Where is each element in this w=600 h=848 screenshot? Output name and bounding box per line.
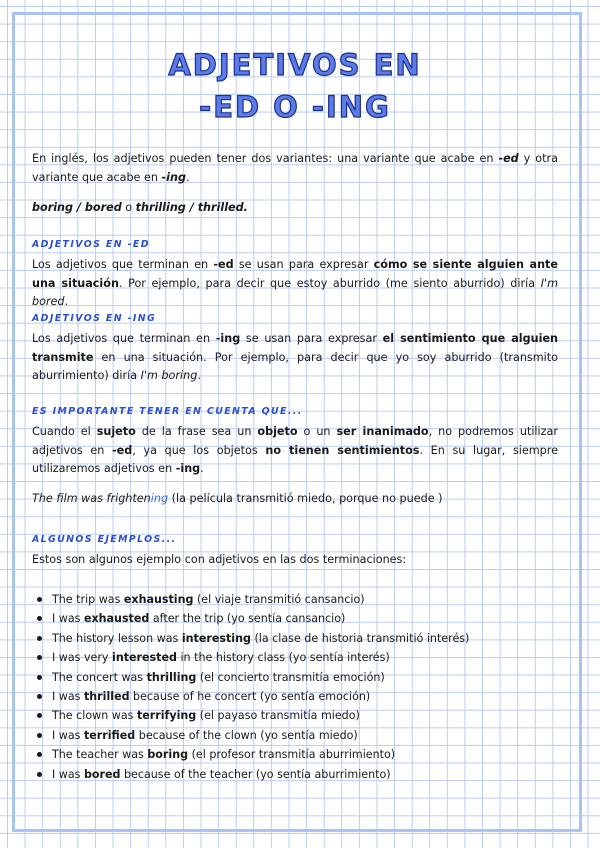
list-item bbox=[32, 687, 558, 706]
list-item bbox=[32, 609, 558, 628]
example-adj: thrilling bbox=[146, 670, 197, 684]
heading-note: ES IMPORTANTE TENER EN CUENTA QUE... bbox=[32, 406, 303, 417]
title-line-2: -ED O -ING bbox=[199, 90, 391, 124]
paragraph-ed: Los adjetivos que terminan en -ed se usan para expresar cómo se siente alguien ante una situación. Por ejemplo, para decir que estoy aburrido (me siento aburrido) diría I'm bored. bbox=[32, 258, 558, 309]
example-post: because of the clown (yo sentía miedo) bbox=[135, 728, 358, 742]
list-item bbox=[32, 590, 558, 609]
example-pre: I was bbox=[52, 728, 84, 742]
list-item bbox=[32, 726, 558, 745]
example-pre: I was bbox=[52, 690, 84, 704]
example-adj: terrifying bbox=[136, 709, 197, 723]
example-pre: I was bbox=[52, 612, 84, 626]
example-post: (el viaje transmitió cansancio) bbox=[193, 593, 365, 606]
page-title bbox=[32, 44, 558, 128]
paragraph-ing: Los adjetivos que terminan en -ing se usan para expresar el sentimiento que alguien transmite en una situación. Por ejemplo, para decir que yo soy aburrido (transmito aburrimiento) diría I'm boring. bbox=[32, 332, 558, 383]
examples-intro: Estos son algunos ejemplo con adjetivos en las dos terminaciones: bbox=[32, 553, 407, 566]
example-pre: The teacher was bbox=[52, 748, 148, 762]
list-item bbox=[32, 765, 558, 784]
list-item bbox=[32, 648, 558, 667]
example-post: (el payaso transmitía miedo) bbox=[196, 709, 360, 723]
example-pre: The trip was bbox=[52, 593, 124, 606]
example-adj: exhausted bbox=[83, 612, 150, 626]
list-item bbox=[32, 629, 558, 648]
example-post: because of the teacher (yo sentía aburrimiento) bbox=[120, 767, 391, 781]
heading-ed: ADJETIVOS EN -ED bbox=[32, 239, 150, 250]
examples-list bbox=[32, 590, 558, 784]
list-item bbox=[32, 706, 558, 725]
example-pre: I was very bbox=[52, 651, 113, 665]
example-adj: boring bbox=[147, 748, 189, 762]
example-post: because of he concert (yo sentía emoción) bbox=[129, 690, 371, 704]
example-post: (la clase de historia transmitió interés) bbox=[250, 631, 470, 645]
example-post: (el concierto transmitía emoción) bbox=[196, 670, 385, 684]
example-adj: interested bbox=[112, 651, 177, 665]
film-example: The film was frightening (la película transmitió miedo, porque no puede ) bbox=[32, 492, 443, 505]
example-pre: The concert was bbox=[52, 670, 147, 684]
list-item bbox=[32, 745, 558, 764]
example-adj: thrilled bbox=[83, 690, 130, 704]
example-pairs: boring / bored o thrilling / thrilled. bbox=[32, 201, 248, 214]
example-adj: bored bbox=[83, 767, 121, 781]
example-adj: terrified bbox=[83, 728, 136, 742]
list-item bbox=[32, 668, 558, 687]
example-adj: exhausting bbox=[123, 593, 194, 606]
title-line-1: ADJETIVOS EN bbox=[168, 48, 422, 82]
heading-examples: ALGUNOS EJEMPLOS... bbox=[32, 534, 177, 545]
example-post: in the history class (yo sentía interés) bbox=[176, 651, 390, 665]
example-post: (el profesor transmitía aburrimiento) bbox=[188, 748, 396, 762]
paragraph-note: Cuando el sujeto de la frase sea un objeto o un ser inanimado, no podremos utilizar adjetivos en -ed, ya que los objetos no tienen sentimientos. En su lugar, siempre utilizaremos adjetivos en -ing. bbox=[32, 425, 559, 476]
intro-paragraph: En inglés, los adjetivos pueden tener dos variantes: una variante que acabe en -ed y otra variante que acabe en -ing. bbox=[32, 152, 558, 184]
example-pre: The history lesson was bbox=[52, 631, 182, 645]
heading-ing: ADJETIVOS EN -ING bbox=[32, 313, 157, 324]
example-pre: The clown was bbox=[52, 709, 137, 723]
example-pre: I was bbox=[52, 767, 84, 781]
example-post: after the trip (yo sentía cansancio) bbox=[149, 612, 346, 626]
example-adj: interesting bbox=[181, 631, 251, 645]
